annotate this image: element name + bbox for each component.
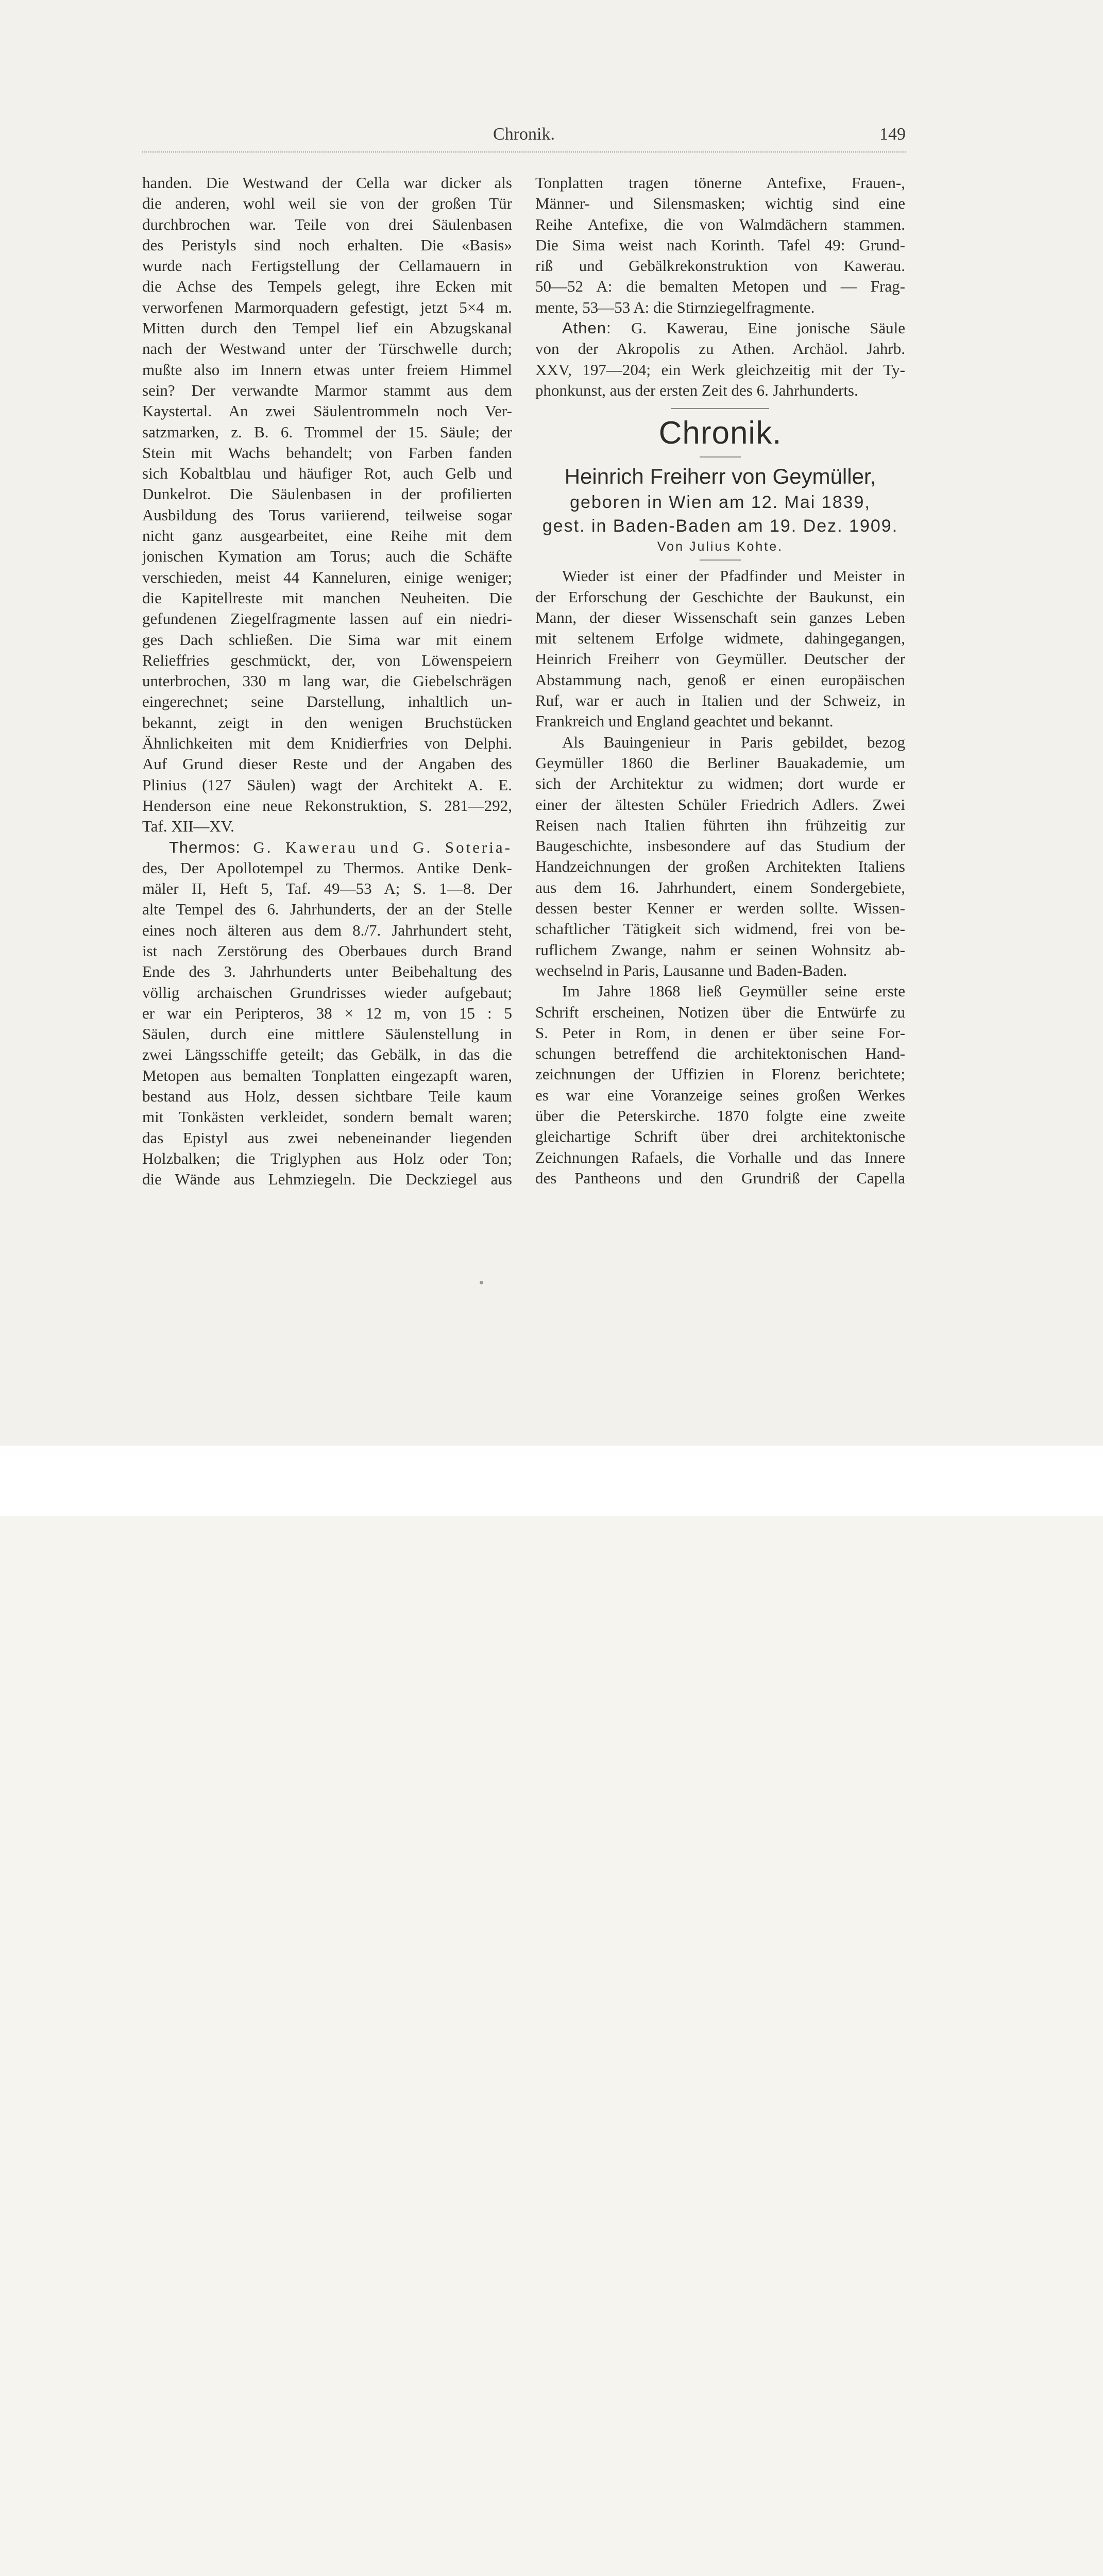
obituary-died: gest. in Baden-Baden am 19. Dez. 1909. — [542, 516, 898, 536]
text-line: Im Jahre 1868 ließ Geymüller seine erste — [562, 982, 905, 1001]
text-line: satzmarken, z. B. 6. Trommel der 15. Säule; der — [142, 422, 512, 441]
text-line: die anderen, wohl weil sie von der großen Tür — [142, 194, 512, 213]
text-line: Zeichnungen Rafaels, die Vorhalle und das Innere — [535, 1148, 905, 1166]
text-line: das Epistyl aus zwei nebeneinander liegenden — [142, 1128, 512, 1147]
text-line: sich der Architektur zu widmen; dort wurde er — [535, 774, 905, 793]
obituary-name: Heinrich Freiherr von Geymüller, — [564, 464, 876, 489]
thermos-label: Thermos: — [169, 838, 241, 856]
athen-label: Athen: — [562, 319, 612, 337]
thermos-entry-start — [142, 837, 512, 858]
text-line: sich Kobaltblau und häufiger Rot, auch Gelb und — [142, 464, 512, 483]
text-line: einer der ältesten Schüler Friedrich Adlers. Zwei — [535, 795, 905, 814]
text-line: der Erforschung der Geschichte der Baukunst, ein — [535, 587, 905, 606]
header-rule — [142, 150, 906, 152]
text-line: Metopen aus bemalten Tonplatten eingezapft waren, — [142, 1066, 512, 1084]
text-line: Reisen nach Italien führten ihn frühzeitig zur — [535, 816, 905, 834]
text-line: Ruf, war er auch in Italien und der Schweiz, in — [535, 691, 905, 710]
text-line: Abstammung nach, genoß er einen europäischen — [535, 670, 905, 689]
text-line: des Pantheons und den Grundriß der Capella — [535, 1168, 905, 1187]
text-line: ges Dach schließen. Die Sima war mit einem — [142, 630, 512, 649]
text-line: ruflichem Zwange, nahm er seinen Wohnsitz ab- — [535, 940, 905, 959]
text-line: mit Tonkästen verkleidet, sondern bemalt waren; — [142, 1108, 512, 1126]
text-line: des, Der Apollotempel zu Thermos. Antike Denk- — [142, 858, 512, 877]
text-line: XXV, 197—204; ein Werk gleichzeitig mit der Ty- — [535, 360, 905, 379]
text-line: gefundenen Ziegelfragmente lassen auf ein niedri- — [142, 609, 512, 628]
text-line: Frankreich und England geachtet und bekannt. — [535, 712, 834, 731]
text-line: Schrift erscheinen, Notizen über die Entwürfe zu — [535, 1003, 905, 1021]
obituary-born: geboren in Wien am 12. Mai 1839, — [570, 493, 871, 513]
text-line: ist nach Zerstörung des Oberbaues durch Brand — [142, 941, 512, 960]
section-rule-top — [671, 408, 769, 409]
text-line: wechselnd in Paris, Lausanne und Baden-Baden. — [535, 961, 847, 979]
text-line: über die Peterskirche. 1870 folgte eine zweite — [535, 1106, 905, 1125]
text-line: eingerechnet; seine Darstellung, inhaltlich un- — [142, 692, 512, 711]
text-line: Als Bauingenieur in Paris gebildet, bezog — [562, 733, 905, 751]
section-rule-bottom — [700, 560, 741, 561]
text-line: Henderson eine neue Rekonstruktion, S. 281—292, — [142, 796, 512, 815]
obituary-author: Von Julius Kohte. — [657, 539, 784, 554]
text-line: handen. Die Westwand der Cella war dicker als — [142, 174, 512, 192]
thermos-citation: G. Kawerau und G. Soteria- — [240, 838, 512, 856]
viewer-footer — [0, 1446, 1103, 1516]
page-speck — [480, 1281, 483, 1284]
text-line: schaftlicher Tätigkeit sich widmend, frei von be- — [535, 920, 905, 938]
text-line: Tonplatten tragen tönerne Antefixe, Frauen-, — [535, 174, 905, 192]
text-line: Dunkelrot. Die Säulenbasen in der profilierten — [142, 485, 512, 503]
text-line: von der Akropolis zu Athen. Archäol. Jahrb. — [535, 340, 905, 358]
text-line: zwei Längsschiffe geteilt; das Gebälk, in das die — [142, 1045, 512, 1064]
text-line: des Peristyls sind noch erhalten. Die «Basis» — [142, 235, 512, 254]
text-line: gleichartige Schrift über drei architektonische — [535, 1127, 905, 1146]
right-column — [535, 173, 905, 1189]
text-line: Reihe Antefixe, die von Walmdächern stammen. — [535, 215, 905, 233]
text-line: Plinius (127 Säulen) wagt der Architekt A. E. — [142, 775, 512, 794]
text-line: es war eine Voranzeige seines großen Werkes — [535, 1086, 905, 1104]
text-line: Baugeschichte, insbesondere auf das Studium der — [535, 837, 905, 855]
text-line: unterbrochen, 330 m lang war, die Giebelschrägen — [142, 672, 512, 690]
text-line: mente, 53—53 A: die Stirnziegelfragmente. — [535, 298, 815, 316]
text-line: die Wände aus Lehmziegeln. Die Deckziegel aus — [142, 1170, 512, 1189]
text-line: 50—52 A: die bemalten Metopen und — Frag- — [535, 277, 905, 296]
text-line: sein? Der verwandte Marmor stammt aus dem — [142, 381, 512, 399]
text-line: dessen bester Kenner er werden sollte. Wissen- — [535, 899, 905, 918]
athen-citation: G. Kawerau, Eine jonische Säule — [611, 319, 905, 337]
text-line: bestand aus Holz, dessen sichtbare Teile kaum — [142, 1087, 512, 1106]
athen-entry-start — [535, 318, 905, 338]
text-line: die Kapitellreste mit manchen Neuheiten. Die — [142, 588, 512, 607]
text-line: Kaystertal. An zwei Säulentrommeln noch Ver- — [142, 402, 512, 420]
text-line: S. Peter in Rom, in denen er über seine For- — [535, 1023, 905, 1042]
text-line: verschieden, meist 44 Kanneluren, einige weniger; — [142, 568, 512, 586]
text-line: riß und Gebälkrekonstruktion von Kawerau. — [535, 257, 905, 275]
text-line: mit seltenem Erfolge widmete, dahingegangen, — [535, 629, 905, 648]
text-line: jonischen Kymation am Torus; auch die Schäfte — [142, 547, 512, 566]
text-line: er war ein Peripteros, 38 × 12 m, von 15 : 5 — [142, 1004, 512, 1022]
text-line: mäler II, Heft 5, Taf. 49—53 A; S. 1—8. Der — [142, 879, 512, 898]
text-line: Die Sima weist nach Korinth. Tafel 49: Grund- — [535, 235, 905, 254]
section-rule-middle — [700, 456, 741, 457]
text-line: Auf Grund dieser Reste und der Angaben des — [142, 755, 512, 773]
left-column — [142, 173, 512, 1190]
text-line: mußte also im Innern etwas unter freiem Himmel — [142, 360, 512, 379]
running-title: Chronik. — [493, 125, 555, 144]
text-line: Säulen, durch eine mittlere Säulenstellung in — [142, 1025, 512, 1043]
text-line: eines noch älteren aus dem 8./7. Jahrhundert steht, — [142, 921, 512, 939]
text-line: Holzbalken; die Triglyphen aus Holz oder Ton; — [142, 1149, 512, 1167]
text-line: die Achse des Tempels gelegt, ihre Ecken mit — [142, 277, 512, 296]
text-line: Stein mit Wachs behandelt; von Farben fanden — [142, 443, 512, 462]
text-line: nach der Westwand unter der Türschwelle durch; — [142, 340, 512, 358]
text-line: Geymüller 1860 die Berliner Bauakademie, um — [535, 753, 905, 772]
text-line: schungen betreffend die architektonischen Hand- — [535, 1044, 905, 1063]
text-line: völlig archaischen Grundrisses wieder aufgebaut; — [142, 983, 512, 1002]
text-line: Mitten durch den Tempel lief ein Abzugskanal — [142, 319, 512, 337]
running-header — [142, 125, 906, 150]
section-heading: Chronik. — [658, 415, 782, 451]
text-line: Heinrich Freiherr von Geymüller. Deutscher der — [535, 650, 905, 668]
text-line: Ende des 3. Jahrhunderts unter Beibehaltung des — [142, 962, 512, 981]
text-line: Ausbildung des Torus variierend, teilweise sogar — [142, 505, 512, 524]
page-number: 149 — [879, 125, 906, 144]
text-line: zeichnungen der Uffizien in Florenz berichtete; — [535, 1065, 905, 1083]
text-line: Männer- und Silensmasken; wichtig sind eine — [535, 194, 905, 213]
text-line: Wieder ist einer der Pfadfinder und Meister in — [562, 567, 905, 585]
text-line: durchbrochen war. Teile von drei Säulenbasen — [142, 215, 512, 233]
text-line: wurde nach Fertigstellung der Cellamauern in — [142, 257, 512, 275]
text-line: phonkunst, aus der ersten Zeit des 6. Jahrhunderts. — [535, 381, 858, 399]
text-line: alte Tempel des 6. Jahrhunderts, der an der Stelle — [142, 900, 512, 919]
text-line: bekannt, zeigt in den wenigen Bruchstücken — [142, 713, 512, 732]
text-line: nicht ganz ausgearbeitet, eine Reihe mit dem — [142, 527, 512, 545]
text-line: Relieffries geschmückt, der, von Löwenspeiern — [142, 651, 512, 669]
text-line: Taf. XII—XV. — [142, 817, 234, 836]
text-line: Mann, der dieser Wissenschaft sein ganzes Leben — [535, 608, 905, 626]
text-line: aus dem 16. Jahrhundert, einem Sondergebiete, — [535, 878, 905, 896]
text-line: verworfenen Marmorquadern gefestigt, jetzt 5×4 m. — [142, 298, 512, 316]
text-line: Ähnlichkeiten mit dem Knidierfries von Delphi. — [142, 734, 512, 753]
text-line: Handzeichnungen der großen Architekten Italiens — [535, 857, 905, 876]
